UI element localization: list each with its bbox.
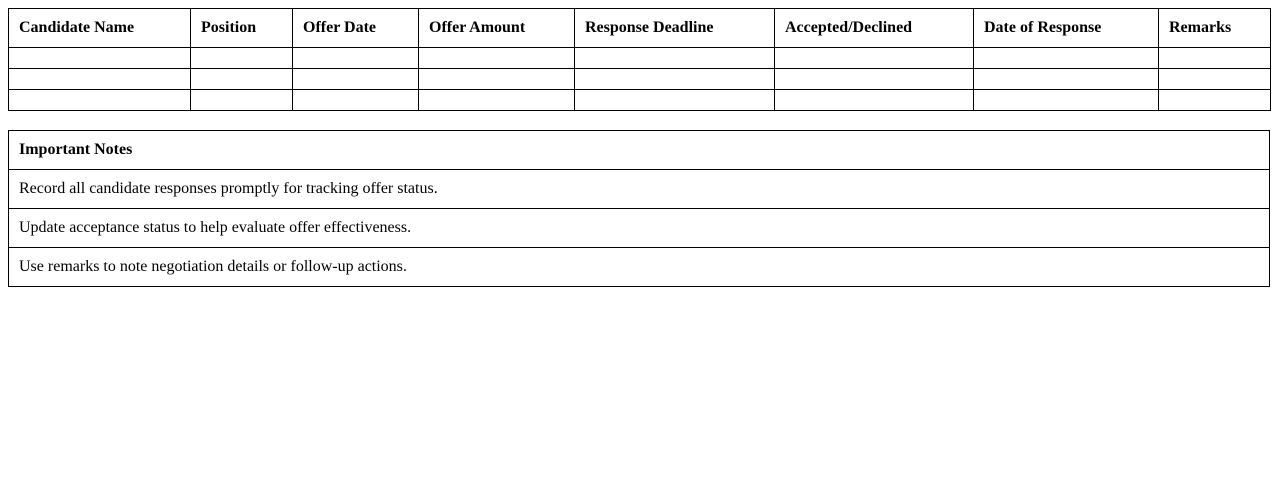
- table-cell[interactable]: [419, 90, 575, 111]
- table-cell[interactable]: [9, 90, 191, 111]
- table-cell[interactable]: [191, 90, 293, 111]
- table-cell[interactable]: [1159, 90, 1271, 111]
- table-cell[interactable]: [575, 48, 775, 69]
- table-cell[interactable]: [9, 48, 191, 69]
- table-cell[interactable]: [775, 90, 974, 111]
- table-cell[interactable]: [974, 48, 1159, 69]
- table-cell[interactable]: [974, 69, 1159, 90]
- important-notes-table: [8, 130, 1270, 287]
- column-header-position: Position: [191, 9, 293, 48]
- table-cell[interactable]: [1159, 69, 1271, 90]
- table-cell[interactable]: [9, 69, 191, 90]
- header-row: [9, 9, 1271, 48]
- table-row: [9, 48, 1271, 69]
- table-row: [9, 69, 1271, 90]
- note-row: [9, 209, 1270, 248]
- column-header-candidate-name: Candidate Name: [9, 9, 191, 48]
- table-cell[interactable]: [575, 69, 775, 90]
- note-row: [9, 248, 1270, 287]
- note-item: Update acceptance status to help evaluate offer effectiveness.: [9, 209, 1270, 248]
- column-header-response-deadline: Response Deadline: [575, 9, 775, 48]
- table-cell[interactable]: [974, 90, 1159, 111]
- column-header-offer-amount: Offer Amount: [419, 9, 575, 48]
- column-header-remarks: Remarks: [1159, 9, 1271, 48]
- note-item: Record all candidate responses promptly for tracking offer status.: [9, 170, 1270, 209]
- note-item: Use remarks to note negotiation details or follow-up actions.: [9, 248, 1270, 287]
- table-cell[interactable]: [775, 69, 974, 90]
- column-header-offer-date: Offer Date: [293, 9, 419, 48]
- note-row: [9, 170, 1270, 209]
- table-cell[interactable]: [1159, 48, 1271, 69]
- document: [8, 8, 1270, 287]
- table-cell[interactable]: [575, 90, 775, 111]
- table-cell[interactable]: [191, 69, 293, 90]
- offer-tracker-table: [8, 8, 1271, 111]
- notes-heading: Important Notes: [9, 131, 1270, 170]
- table-cell[interactable]: [293, 48, 419, 69]
- table-cell[interactable]: [775, 48, 974, 69]
- table-cell[interactable]: [419, 69, 575, 90]
- notes-header-row: [9, 131, 1270, 170]
- table-cell[interactable]: [419, 48, 575, 69]
- column-header-date-of-response: Date of Response: [974, 9, 1159, 48]
- table-row: [9, 90, 1271, 111]
- column-header-accepted-declined: Accepted/Declined: [775, 9, 974, 48]
- table-cell[interactable]: [191, 48, 293, 69]
- table-cell[interactable]: [293, 90, 419, 111]
- table-cell[interactable]: [293, 69, 419, 90]
